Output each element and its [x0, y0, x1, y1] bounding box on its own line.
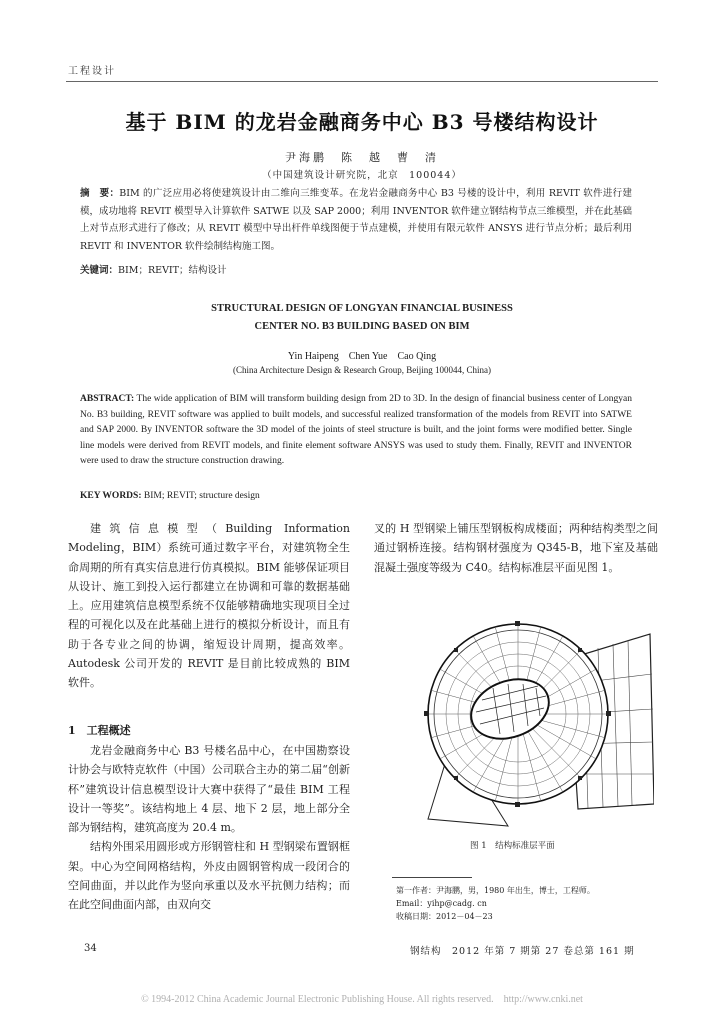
keywords-cn-text: BIM；REVIT；结构设计 — [118, 265, 227, 276]
floor-plan-figure — [418, 604, 654, 830]
right-para-text: 叉的 H 型钢梁上铺压型钢板构成楼面；两种结构类型之间通过钢桥连接。结构钢材强度为 Q345-B，地下室及基础混凝土强度等级为 C40。结构标准层平面见图 1。 — [374, 522, 658, 574]
footnote-received: 收稿日期：2012－04－23 — [396, 912, 493, 921]
intro-paragraph — [68, 519, 350, 693]
figure-caption: 图 1 结构标准层平面 — [470, 841, 555, 851]
title-en-line2: CENTER NO. B3 BUILDING BASED ON BIM — [254, 321, 470, 332]
abstract-en — [80, 392, 632, 470]
footnote-author: 第一作者：尹海鹏，男，1980 年出生，博士，工程师。 — [396, 886, 595, 895]
abstract-cn-label: 摘 要： — [80, 188, 120, 199]
keywords-en-label: KEY WORDS: — [80, 491, 142, 501]
section-1-heading: 1 工程概述 — [68, 724, 131, 737]
paper-title: 基于 BIM 的龙岩金融商务中心 B3 号楼结构设计 — [125, 110, 599, 134]
page-number: 34 — [84, 943, 97, 954]
keywords-cn — [80, 262, 227, 276]
abstract-en-text: The wide application of BIM will transform building design from 2D to 3D. In the design of financial business center of Longyan No. B3 building, REVIT software was applied to built models, and successful realized transformation of the models from REVIT into SATWE and SAP 2000. By INVENTOR software the 3D model of the joints of steel structure is built, and the joint forms were modified better. Single line models were derived from REVIT models, and finite element software ANSYS was used to study them. Finally, REVIT and INVENTOR were used to draw the structure construction drawing. — [80, 394, 632, 467]
keywords-en-text: BIM; REVIT; structure design — [143, 491, 260, 501]
abstract-en-label: ABSTRACT: — [80, 394, 135, 404]
abstract-cn — [80, 185, 632, 255]
copyright-line: © 1994-2012 China Academic Journal Electronic Publishing House. All rights reserved. http://www.cnki.net — [141, 994, 583, 1005]
paper-title-en — [60, 300, 664, 336]
affiliation-en: (China Architecture Design & Research Group, Beijing 100044, China) — [233, 365, 491, 375]
footnote-rule — [392, 877, 472, 878]
intro-text: 建筑信息模型（Building Information Modeling，BIM）系统可通过数字平台，对建筑物全生命周期的所有真实信息进行仿真模拟。BIM 能够保证项目从设计、施工到投入运行都建立在协调和可靠的数据基础上。应用建筑信息模型系统不仅能够精确地实现项目全过程的可视化以及在此基础上进行的模拟分析设计，而且有助于各专业之间的协调，缩短设计周期，提高效率。Autodesk 公司开发的 REVIT 是目前比较成熟的 BIM 软件。 — [68, 522, 350, 690]
authors-en: Yin Haipeng Chen Yue Cao Qing — [287, 351, 437, 362]
authors-cn: 尹海鹏 陈 越 曹 清 — [285, 151, 439, 164]
footnote-email: Email：yihp@cadg. cn — [396, 899, 487, 908]
section-1-para-1: 龙岩金融商务中心 B3 号楼名品中心，在中国勘察设计协会与欧特克软件（中国）公司联合主办的第二届“创新杯”建筑设计信息模型设计大赛中获得了“最佳 BIM 工程设计一等奖”。该结构地上 4 层、地下 2 层，地上部分全部为钢结构，建筑高度为 20.4 m。 — [68, 744, 350, 835]
affiliation-cn: （中国建筑设计研究院，北京 100044） — [262, 170, 462, 181]
keywords-en — [80, 491, 260, 501]
section-1-para-2: 结构外围采用圆形或方形钢管柱和 H 型钢梁布置钢框架。中心为空间网格结构，外皮由圆钢管构成一段闭合的空间曲面，并以此作为竖向承重以及水平抗侧力结构；而在此空间曲面内部，由双向交 — [68, 840, 350, 912]
keywords-cn-label: 关键词： — [80, 265, 119, 276]
abstract-cn-text: BIM 的广泛应用必将使建筑设计由二维向三维变革。在龙岩金融商务中心 B3 号楼的设计中，利用 REVIT 软件进行建模，成功地将 REVIT 模型导入计算软件 SATWE 以及 SAP 2000；利用 INVENTOR 软件建立钢结构节点三维模型，并在此基础上对节点形式进行了修改；从 REVIT 模型中导出杆件单线图便于节点建模，并使用有限元软件 ANSYS 进行节点分析；最后利用 REVIT 和 INVENTOR 软件绘制结构施工图。 — [80, 188, 632, 252]
header-rule — [66, 81, 658, 82]
footnote — [396, 884, 595, 923]
running-header: 工程设计 — [68, 66, 116, 77]
journal-info: 钢结构 2012 年第 7 期第 27 卷总第 161 期 — [410, 946, 635, 957]
right-column-paragraph — [374, 519, 658, 577]
title-en-line1: STRUCTURAL DESIGN OF LONGYAN FINANCIAL BUSINESS — [211, 303, 513, 314]
section-1-body — [68, 741, 350, 915]
floor-plan-drawing — [418, 604, 654, 830]
